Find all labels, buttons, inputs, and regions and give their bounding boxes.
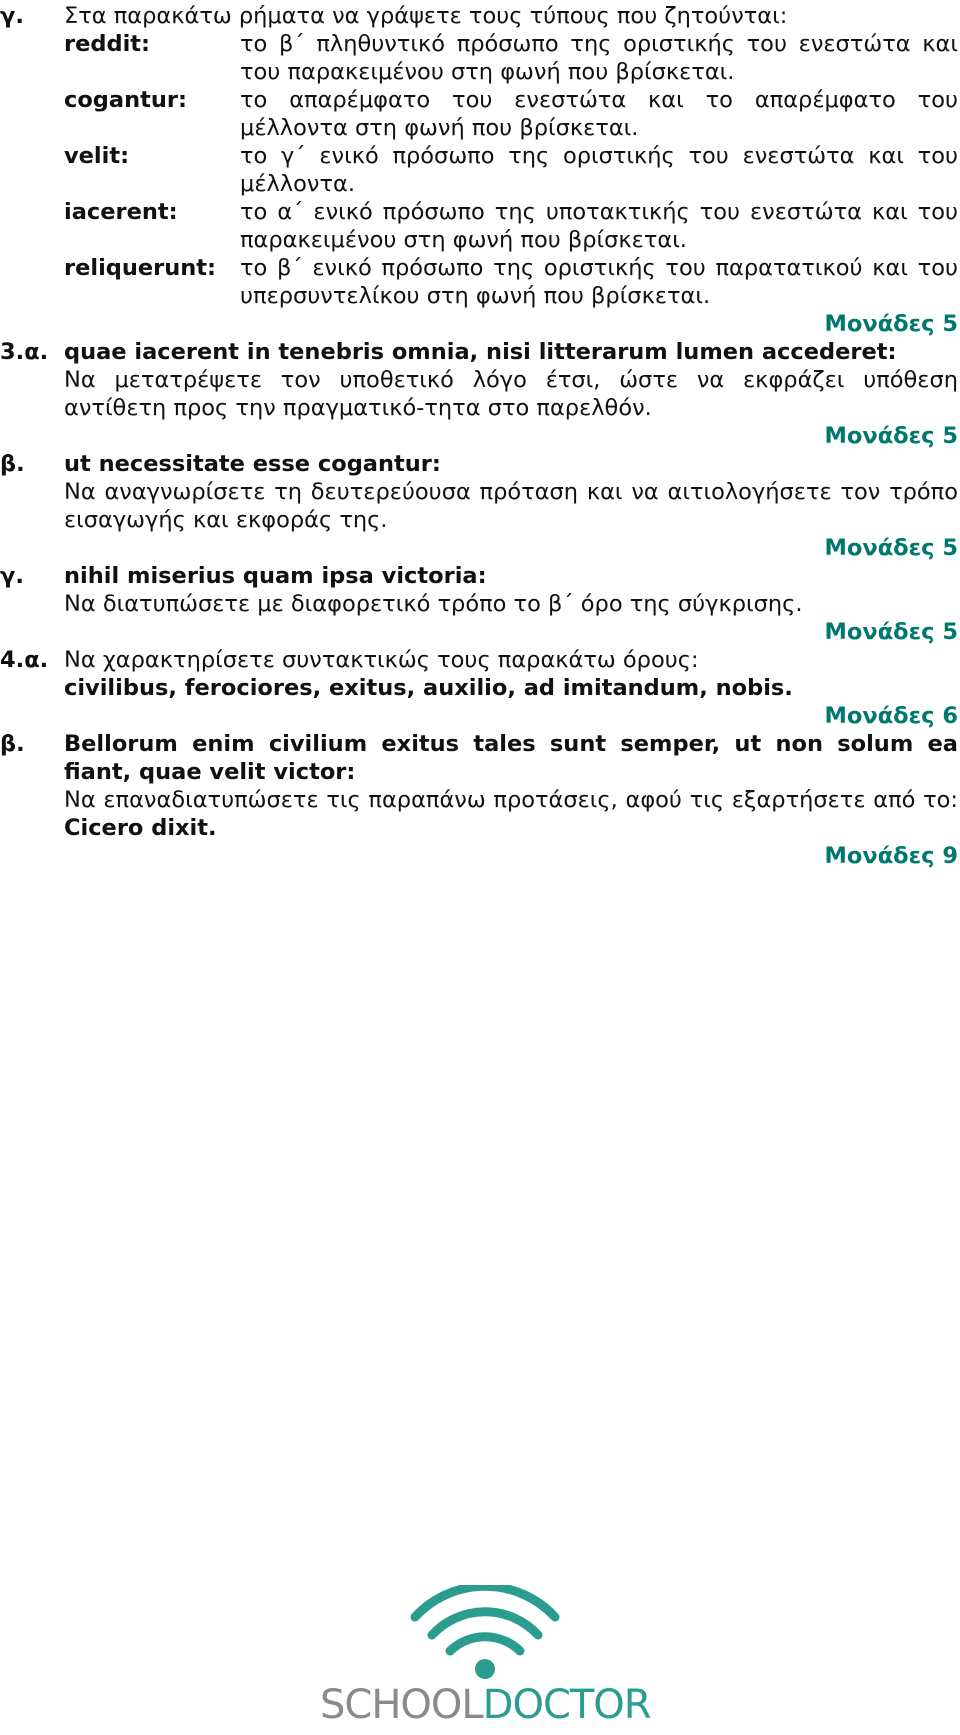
score-label: Μονάδες 5: [824, 311, 958, 337]
verb-description: το γ΄ ενικό πρόσωπο της οριστικής του ενεστώτα και του: [240, 143, 958, 169]
verb-description: του παρακειμένου στη φωνή που βρίσκεται.: [240, 59, 735, 85]
question-marker: γ.: [0, 3, 24, 29]
score-label: Μονάδες 6: [824, 703, 958, 729]
question-text: αντίθετη προς την πραγματικό-τητα στο παρελθόν.: [64, 395, 652, 421]
question-marker: γ.: [0, 563, 24, 589]
question-marker: β.: [0, 451, 25, 477]
question-text: Να επαναδιατυπώσετε τις παραπάνω προτάσεις, αφού τις εξαρτήσετε από το:: [64, 787, 958, 813]
score-label: Μονάδες 5: [824, 423, 958, 449]
latin-dependency: Cicero dixit.: [64, 815, 217, 841]
question-marker: 3.α.: [0, 339, 49, 365]
latin-terms: civilibus, ferociores, exitus, auxilio, ad imitandum, nobis.: [64, 675, 793, 701]
verb-description: μέλλοντα.: [240, 171, 355, 197]
logo-wordmark: [320, 1683, 650, 1727]
schooldoctor-logo: [320, 1585, 650, 1735]
question-text: Να διατυπώσετε με διαφορετικό τρόπο το β΄ όρο της σύγκρισης.: [64, 591, 803, 617]
question-marker: 4.α.: [0, 647, 49, 673]
question-text: Να χαρακτηρίσετε συντακτικώς τους παρακάτω όρους:: [64, 647, 699, 673]
verb-term: reddit:: [64, 31, 151, 57]
question-intro: Στα παρακάτω ρήματα να γράψετε τους τύπους που ζητούνται:: [64, 3, 788, 29]
latin-sentence: ut necessitate esse cogantur:: [64, 451, 441, 477]
verb-term: cogantur:: [64, 87, 187, 113]
verb-description: παρακειμένου στη φωνή που βρίσκεται.: [240, 227, 687, 253]
verb-term: velit:: [64, 143, 130, 169]
verb-description: υπερσυντελίκου στη φωνή που βρίσκεται.: [240, 283, 711, 309]
logo-word-doctor: DOCTOR: [482, 1682, 651, 1728]
wifi-signal-icon: [320, 1585, 650, 1685]
score-label: Μονάδες 5: [824, 619, 958, 645]
latin-sentence: fiant, quae velit victor:: [64, 759, 356, 785]
question-text: εισαγωγής και εκφοράς της.: [64, 507, 388, 533]
verb-description: μέλλοντα στη φωνή που βρίσκεται.: [240, 115, 639, 141]
verb-description: το β΄ ενικό πρόσωπο της οριστικής του παρατατικού και του: [240, 255, 958, 281]
latin-sentence: quae iacerent in tenebris omnia, nisi litterarum lumen accederet:: [64, 339, 897, 365]
latin-sentence: nihil miserius quam ipsa victoria:: [64, 563, 487, 589]
logo-word-school: SCHOOL: [320, 1682, 483, 1728]
verb-description: το απαρέμφατο του ενεστώτα και το απαρέμφατο του: [240, 87, 958, 113]
score-label: Μονάδες 5: [824, 535, 958, 561]
latin-sentence: Bellorum enim civilium exitus tales sunt semper, ut non solum ea: [64, 731, 958, 757]
verb-term: reliquerunt:: [64, 255, 217, 281]
question-text: Να αναγνωρίσετε τη δευτερεύουσα πρόταση και να αιτιολογήσετε τον τρόπο: [64, 479, 958, 505]
score-label: Μονάδες 9: [824, 843, 958, 869]
question-text: Να μετατρέψετε τον υποθετικό λόγο έτσι, ώστε να εκφράζει υπόθεση: [64, 367, 958, 393]
verb-term: iacerent:: [64, 199, 178, 225]
verb-description: το β΄ πληθυντικό πρόσωπο της οριστικής του ενεστώτα και: [240, 31, 958, 57]
question-marker: β.: [0, 731, 25, 757]
verb-description: το α΄ ενικό πρόσωπο της υποτακτικής του ενεστώτα και του: [240, 199, 958, 225]
